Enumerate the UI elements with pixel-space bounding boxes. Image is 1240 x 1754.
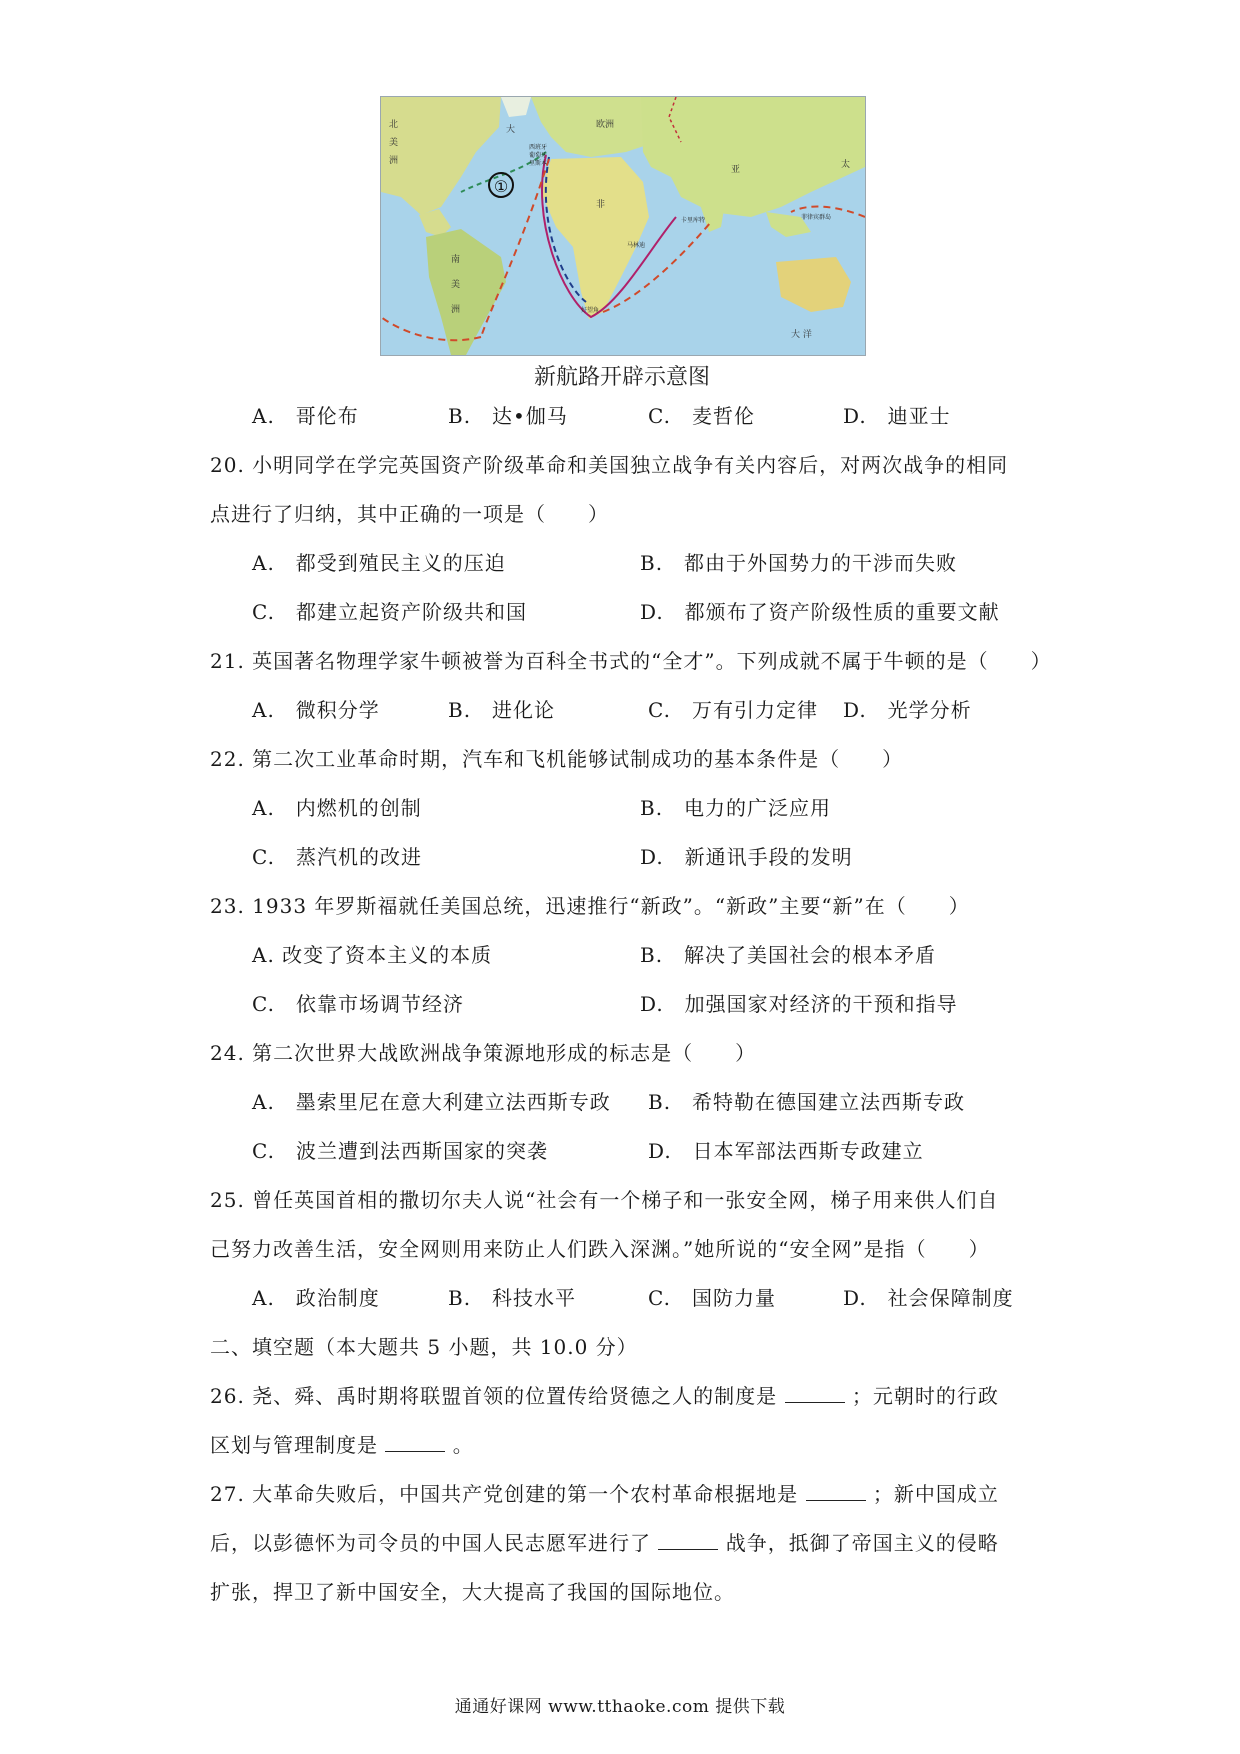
q21-option-a[interactable]: A. 微积分学: [252, 698, 380, 722]
q27-line3: 扩张，捍卫了新中国安全，大大提高了我国的国际地位。: [210, 1580, 735, 1604]
svg-text:南: 南: [451, 255, 461, 265]
section2-heading: 二、填空题（本大题共 5 小题，共 10.0 分）: [210, 1335, 638, 1359]
svg-text:太: 太: [841, 160, 851, 170]
q22-option-b[interactable]: B. 电力的广泛应用: [640, 796, 832, 820]
q27-blank-2[interactable]: [658, 1531, 718, 1550]
new-sea-route-map: [380, 96, 866, 356]
svg-text:美: 美: [451, 280, 461, 290]
q23-option-c[interactable]: C. 依靠市场调节经济: [252, 992, 464, 1016]
q20-option-d[interactable]: D. 都颁布了资产阶级性质的重要文献: [640, 600, 1000, 624]
map-caption: 新航路开辟示意图: [533, 365, 710, 390]
q26-line2: [210, 1429, 474, 1458]
q23-option-b[interactable]: B. 解决了美国社会的根本矛盾: [640, 943, 937, 967]
q26-text-1b: ；元朝时的行政: [851, 1384, 999, 1408]
svg-text:欧洲: 欧洲: [596, 120, 615, 130]
svg-text:美: 美: [389, 138, 399, 148]
q25-option-b[interactable]: B. 科技水平: [448, 1286, 577, 1310]
q27-text-2b: 战争，抵御了帝国主义的侵略: [725, 1531, 999, 1555]
q20-stem-line2: 点进行了归纳，其中正确的一项是（ ）: [210, 502, 609, 526]
svg-text:大: 大: [506, 125, 516, 135]
q26-blank-1[interactable]: [785, 1384, 845, 1403]
svg-text:西班牙: 西班牙: [529, 144, 548, 151]
q26-blank-2[interactable]: [385, 1433, 445, 1452]
q21-option-c[interactable]: C. 万有引力定律: [648, 698, 818, 722]
q24-option-c[interactable]: C. 波兰遭到法西斯国家的突袭: [252, 1139, 548, 1163]
q24-stem-line1: 24. 第二次世界大战欧洲战争策源地形成的标志是（ ）: [210, 1041, 757, 1065]
q23-option-a[interactable]: A. 改变了资本主义的本质: [252, 943, 493, 967]
svg-text:洲: 洲: [451, 305, 461, 315]
route-marker-label: ①: [493, 177, 509, 196]
q20-option-c[interactable]: C. 都建立起资产阶级共和国: [252, 600, 527, 624]
q23-stem-line1: 23. 1933 年罗斯福就任美国总统，迅速推行“新政”。“新政”主要“新”在（ ）: [210, 894, 970, 918]
q21-option-b[interactable]: B. 进化论: [448, 698, 556, 722]
q23-option-d[interactable]: D. 加强国家对经济的干预和指导: [640, 992, 958, 1016]
page-footer: 通通好课网 www.tthaoke.com 提供下载: [454, 1697, 786, 1717]
q27-line1: [210, 1478, 999, 1507]
q25-stem-line1: 25. 曾任英国首相的撒切尔夫人说“社会有一个梯子和一张安全网，梯子用来供人们自: [210, 1188, 999, 1212]
q27-text-2a: 后，以彭德怀为司令员的中国人民志愿军进行了: [210, 1531, 651, 1555]
q24-option-d[interactable]: D. 日本军部法西斯专政建立: [648, 1139, 924, 1163]
q20-stem-line1: 20. 小明同学在学完英国资产阶级革命和美国独立战争有关内容后，对两次战争的相同: [210, 453, 1009, 477]
svg-text:亚: 亚: [731, 165, 741, 175]
q25-option-d[interactable]: D. 社会保障制度: [843, 1286, 1014, 1310]
q22-option-c[interactable]: C. 蒸汽机的改进: [252, 845, 422, 869]
q25-option-c[interactable]: C. 国防力量: [648, 1286, 776, 1310]
q27-line2: [210, 1527, 999, 1556]
q19-option-b[interactable]: B. 达•伽马: [448, 404, 568, 428]
q25-stem-line2: 己努力改善生活，安全网则用来防止人们跌入深渊。”她所说的“安全网”是指（ ）: [210, 1237, 990, 1261]
q26-text-1a: 26. 尧、舜、禹时期将联盟首领的位置传给贤德之人的制度是: [210, 1384, 778, 1408]
q19-option-d[interactable]: D. 迪亚士: [843, 404, 951, 428]
svg-text:非: 非: [596, 200, 606, 210]
q22-option-d[interactable]: D. 新通讯手段的发明: [640, 845, 853, 869]
q26-text-2b: 。: [452, 1433, 474, 1457]
q27-text-1b: ；新中国成立: [872, 1482, 999, 1506]
svg-text:大 洋: 大 洋: [791, 330, 812, 340]
q27-blank-1[interactable]: [806, 1482, 866, 1501]
q19-option-a[interactable]: A. 哥伦布: [252, 404, 359, 428]
svg-text:里斯本: 里斯本: [529, 160, 548, 167]
q27-text-1a: 27. 大革命失败后，中国共产党创建的第一个农村革命根据地是: [210, 1482, 799, 1506]
q25-option-a[interactable]: A. 政治制度: [252, 1286, 380, 1310]
q26-line1: [210, 1380, 999, 1409]
svg-text:卡里库特: 卡里库特: [681, 217, 706, 224]
q26-text-2a: 区划与管理制度是: [210, 1433, 378, 1457]
q24-option-a[interactable]: A. 墨索里尼在意大利建立法西斯专政: [252, 1090, 611, 1114]
svg-text:葡萄牙: 葡萄牙: [529, 152, 548, 159]
q19-option-c[interactable]: C. 麦哲伦: [648, 404, 755, 428]
q20-option-a[interactable]: A. 都受到殖民主义的压迫: [252, 551, 506, 575]
q24-option-b[interactable]: B. 希特勒在德国建立法西斯专政: [648, 1090, 966, 1114]
q21-stem-line1: 21. 英国著名物理学家牛顿被誉为百科全书式的“全才”。下列成就不属于牛顿的是（ ）: [210, 649, 1052, 673]
q20-option-b[interactable]: B. 都由于外国势力的干涉而失败: [640, 551, 958, 575]
svg-text:洲: 洲: [389, 156, 399, 166]
q22-option-a[interactable]: A. 内燃机的创制: [252, 796, 422, 820]
svg-text:好望角: 好望角: [581, 307, 600, 314]
svg-text:北: 北: [389, 120, 399, 130]
svg-text:菲律宾群岛: 菲律宾群岛: [801, 214, 832, 221]
svg-text:马林迪: 马林迪: [627, 242, 646, 249]
q22-stem-line1: 22. 第二次工业革命时期，汽车和飞机能够试制成功的基本条件是（ ）: [210, 747, 904, 771]
q21-option-d[interactable]: D. 光学分析: [843, 698, 972, 722]
